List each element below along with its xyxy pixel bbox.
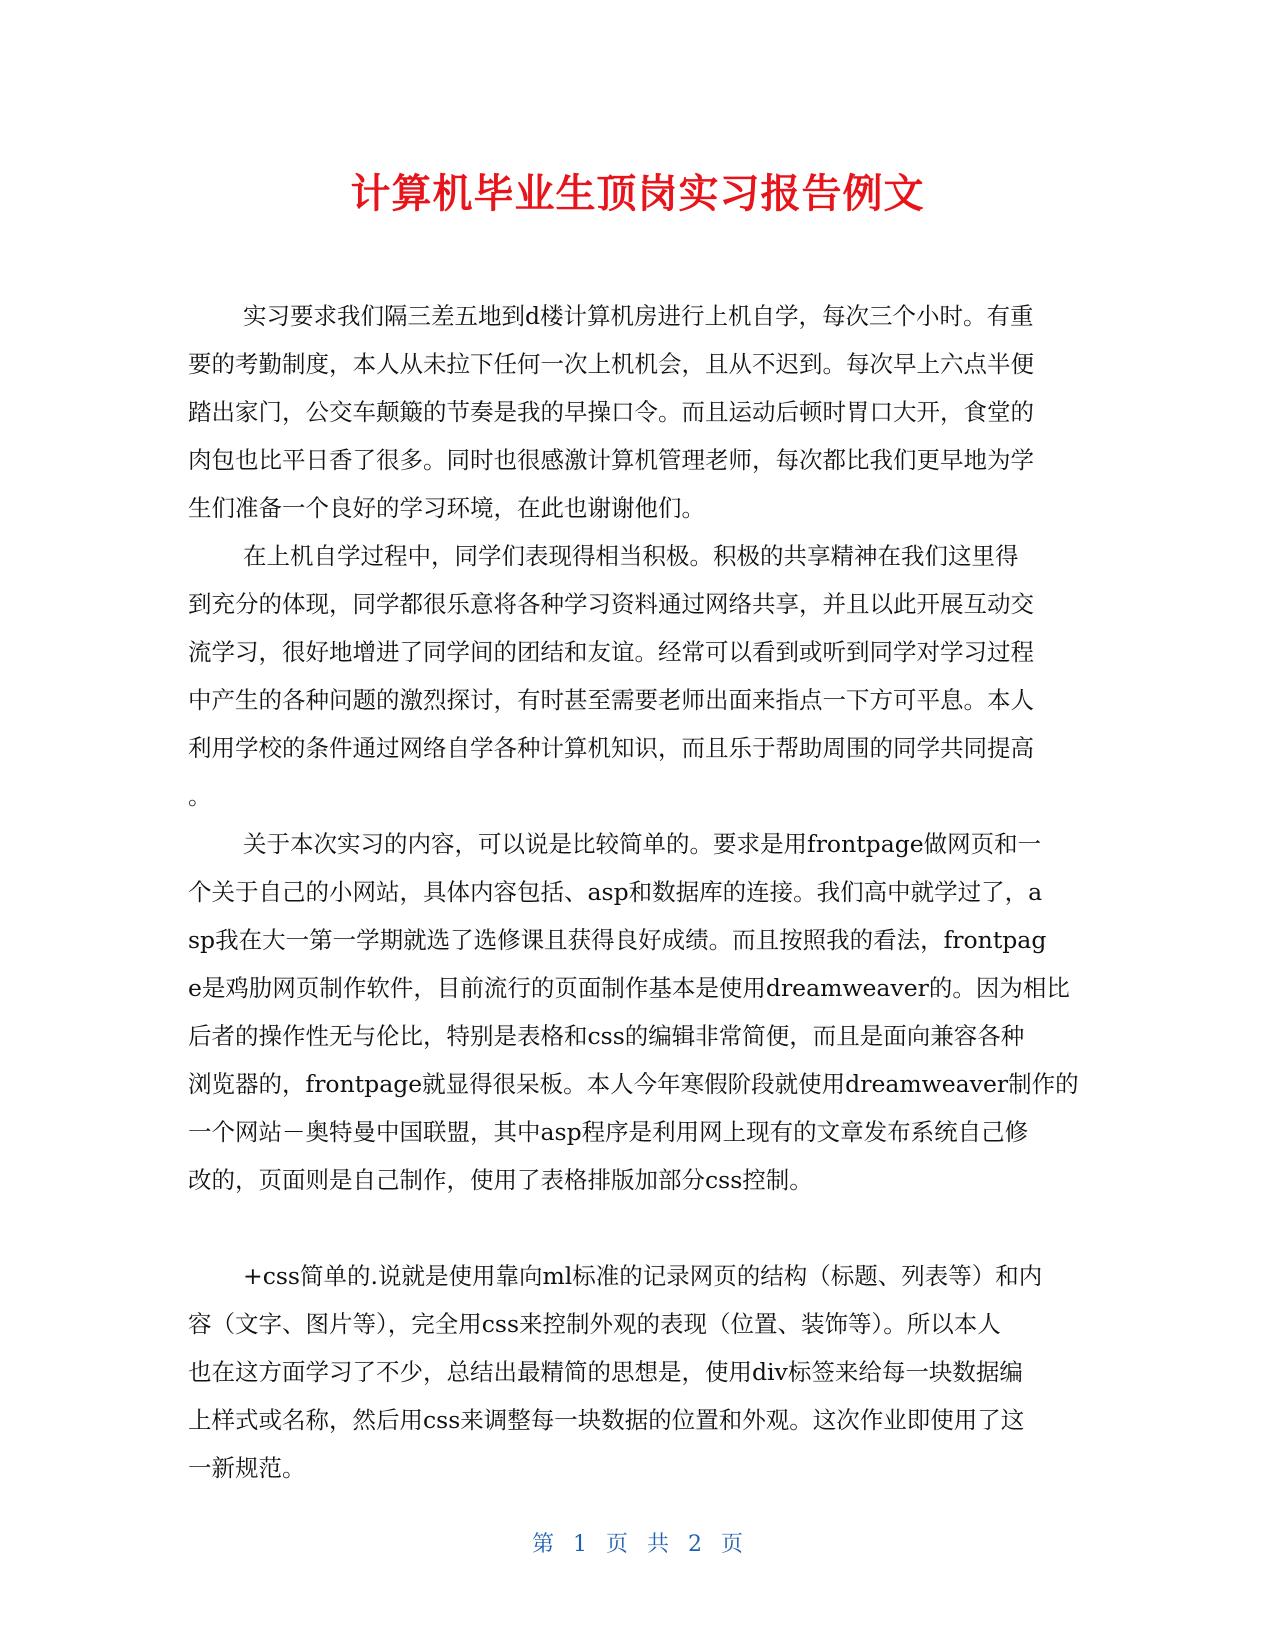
paragraph-line: 中产生的各种问题的激烈探讨，有时甚至需要老师出面来指点一下方可平息。本人 <box>188 686 1034 714</box>
paragraph-line: 。 <box>188 782 212 810</box>
paragraph-spacer <box>188 1204 1078 1252</box>
footer-page-number: 1 <box>572 1532 587 1557</box>
paragraph-2 <box>188 532 1078 820</box>
footer-total-unit: 页 <box>721 1532 744 1557</box>
footer-total-pages: 2 <box>688 1532 703 1557</box>
paragraph-line: e是鸡肋网页制作软件，目前流行的页面制作基本是使用dreamweaver的。因为相比 <box>188 974 1070 1002</box>
footer-prefix: 第 <box>531 1532 554 1557</box>
paragraph-line: 关于本次实习的内容，可以说是比较简单的。要求是用frontpage做网页和一 <box>243 830 1042 858</box>
paragraph-1 <box>188 292 1078 532</box>
paragraph-line: 上样式或名称，然后用css来调整每一块数据的位置和外观。这次作业即使用了这 <box>188 1406 1025 1434</box>
paragraph-line: 一新规范。 <box>188 1454 306 1482</box>
paragraph-line: 改的，页面则是自己制作，使用了表格排版加部分css控制。 <box>188 1166 813 1194</box>
paragraph-line: 踏出家门，公交车颠簸的节奏是我的早操口令。而且运动后顿时胃口大开，食堂的 <box>188 398 1034 426</box>
paragraph-line: 利用学校的条件通过网络自学各种计算机知识，而且乐于帮助周围的同学共同提高 <box>188 734 1034 762</box>
paragraph-line: 浏览器的，frontpage就显得很呆板。本人今年寒假阶段就使用dreamweaver制作的 <box>188 1070 1079 1098</box>
footer-total-prefix: 共 <box>647 1532 670 1557</box>
document-title: 计算机毕业生顶岗实习报告例文 <box>350 171 925 217</box>
paragraph-line: 实习要求我们隔三差五地到d楼计算机房进行上机自学，每次三个小时。有重 <box>243 302 1034 330</box>
paragraph-line: 生们准备一个良好的学习环境，在此也谢谢他们。 <box>188 494 705 522</box>
paragraph-4 <box>188 1252 1078 1492</box>
paragraph-line: 个关于自己的小网站，具体内容包括、asp和数据库的连接。我们高中就学过了，a <box>188 878 1043 906</box>
paragraph-line: +css简单的.说就是使用靠向ml标准的记录网页的结构（标题、列表等）和内 <box>243 1262 1043 1290</box>
footer-page-unit: 页 <box>605 1532 628 1557</box>
document-body <box>188 292 1078 1492</box>
paragraph-line: 后者的操作性无与伦比，特别是表格和css的编辑非常简便，而且是面向兼容各种 <box>188 1022 1025 1050</box>
paragraph-line: 在上机自学过程中，同学们表现得相当积极。积极的共享精神在我们这里得 <box>243 542 1019 570</box>
paragraph-line: 要的考勤制度，本人从未拉下任何一次上机机会，且从不迟到。每次早上六点半便 <box>188 350 1034 378</box>
paragraph-line: 一个网站－奥特曼中国联盟，其中asp程序是利用网上现有的文章发布系统自己修 <box>188 1118 1029 1146</box>
paragraph-line: sp我在大一第一学期就选了选修课且获得良好成绩。而且按照我的看法，frontpag <box>188 926 1047 954</box>
page-footer <box>0 1527 1275 1558</box>
paragraph-line: 肉包也比平日香了很多。同时也很感激计算机管理老师，每次都比我们更早地为学 <box>188 446 1034 474</box>
paragraph-line: 到充分的体现，同学都很乐意将各种学习资料通过网络共享，并且以此开展互动交 <box>188 590 1034 618</box>
paragraph-line: 流学习，很好地增进了同学间的团结和友谊。经常可以看到或听到同学对学习过程 <box>188 638 1034 666</box>
paragraph-line: 也在这方面学习了不少，总结出最精简的思想是，使用div标签来给每一块数据编 <box>188 1358 1023 1386</box>
paragraph-3 <box>188 820 1078 1204</box>
paragraph-line: 容（文字、图片等），完全用css来控制外观的表现（位置、装饰等）。所以本人 <box>188 1310 1001 1338</box>
